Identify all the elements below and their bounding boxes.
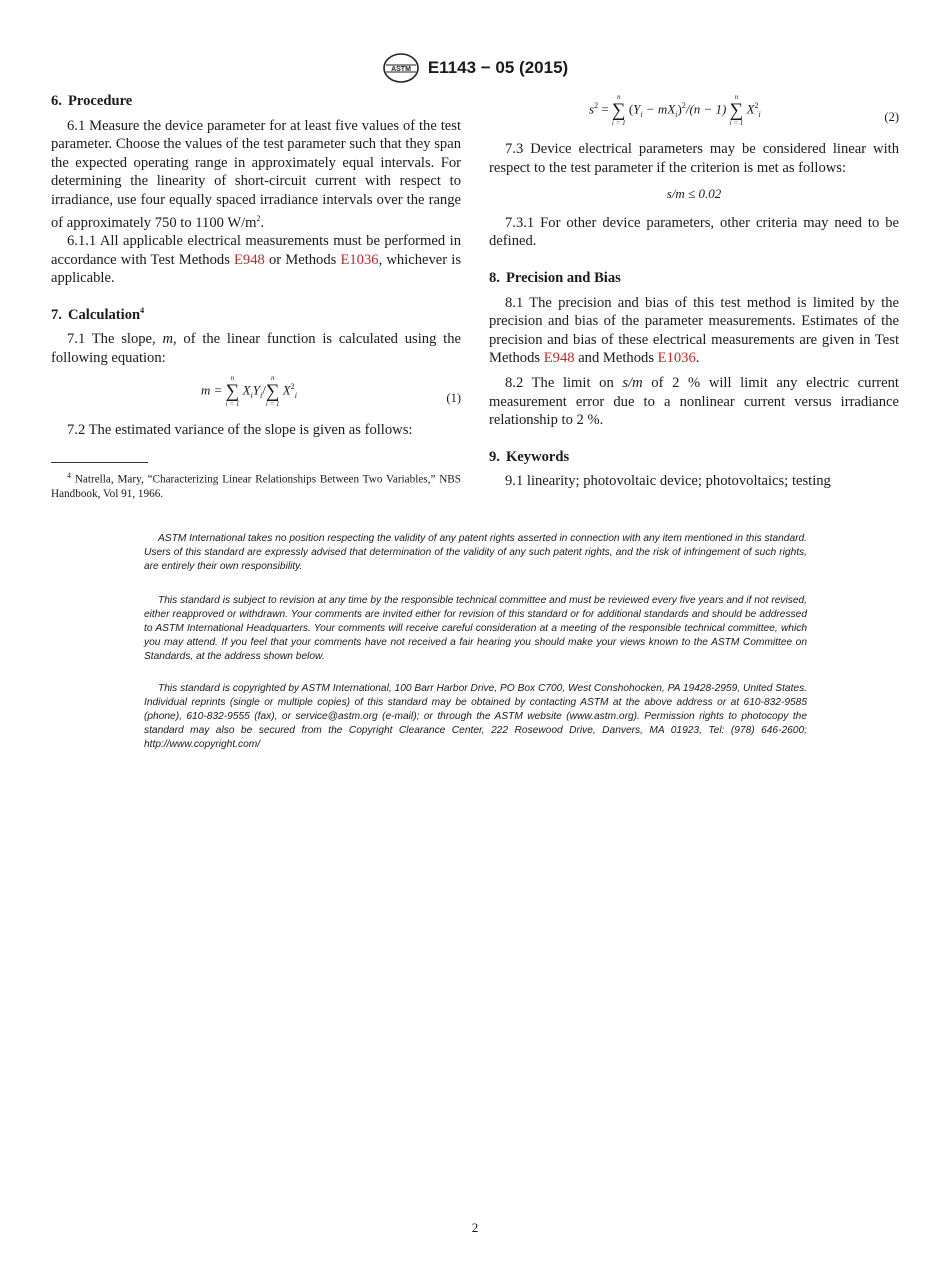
equation-2: $s^2$ = n ∑ i = 1 $(Y_i - mX_i)^2/(n - 1)$ n ∑ i = 1 $X^2_i$ (2) [589,93,899,127]
page-number: 2 [471,1220,479,1235]
paragraph-9-1: 9.1 linearity; photovoltaic device; photovoltaics; testing [505,473,831,490]
link-e948[interactable]: E948 [543,350,575,367]
revision-notice: This standard is subject to revision at any time by the responsible technical committee and must be reviewed every five years and if not revised, either reapproved or withdrawn. Your comments are invited either for revision of this standard or for additional standards and should be addressed to ASTM International Headquarters. Your comments will receive careful consideration at a meeting of the responsible technical committee, which you may attend. If you feel that your comments have not received a fair hearing you should make your views known to the ASTM Committee on Standards, at the address shown below. [144,595,807,662]
right-column [489,94,899,491]
criterion-formula: s/m ≤ 0.02 [666,186,722,202]
section-9-heading: 9. Keywords [489,448,570,465]
section-7-heading: 7. Calculation$^4$ [51,305,145,323]
paragraph-8-2: 8.2 The limit on s/m of 2 % will limit any electric current measurement error due to a nonlinear current versus irradiance relationship to 2 %. [489,374,899,429]
link-e1036[interactable]: E1036 [657,350,696,367]
left-column [51,92,461,501]
patent-notice: ASTM International takes no position respecting the validity of any patent rights asserted in connection with any item mentioned in this standard. Users of this standard are expressly advised that determination of the validity of any such patent rights, and the risk of infringement of such rights, are entirely their own responsibility. [144,533,807,572]
section-8-heading: 8. Precision and Bias [489,269,621,286]
paragraph-6-1-1: 6.1.1 All applicable electrical measurements must be performed in accordance with Test Methods E948 or Methods E1036, whichever is applicable. [51,233,461,287]
paragraph-6-1: 6.1 Measure the device parameter for at least five values of the test parameter. Choose the values of the test parameter such that they span the expected operating range in approximately equal intervals. For determining the linearity of short-circuit current with respect to irradiance, use four equally spaced irradiance intervals over the range of approximately 750 to 1100 $W/m^2$. [51,117,461,231]
equation-1: m = n ∑ i = 1 $X_iY_i/$ n ∑ i = 1 $X^2_i$ (1) [201,374,461,409]
paragraph-7-1: 7.1 The slope, m, of the linear function is calculated using the following equation: [51,331,461,366]
paragraph-8-1: 8.1 The precision and bias of this test method is limited by the precision and bias of the parameter measurements. Estimates of the precision and bias of these electrical measurements are given in Test Methods E948 and Methods E1036. [489,294,899,367]
equation-1-number: (1) [446,391,461,406]
astm-logo-icon [382,52,420,84]
paragraph-7-2: 7.2 The estimated variance of the slope is given as follows: [67,422,413,439]
copyright-notice: This standard is copyrighted by ASTM International, 100 Barr Harbor Drive, PO Box C700, West Conshohocken, PA 19428-2959, United States. Individual reprints (single or multiple copies) of this standard may be obtained by contacting ASTM at the above address or at 610-832-9585 (phone), 610-832-9555 (fax), or service@astm.org (e-mail); or through the ASTM website (www.astm.org). Permission rights to photocopy the standard may also be secured from the Copyright Clearance Center, 222 Rosewood Drive, Danvers, MA 01923, Tel: (978) 646-2600; http://www.copyright.com/ [144,683,807,750]
page-header [0,52,950,84]
section-6-heading: 6. Procedure [51,93,133,109]
paragraph-7-3: 7.3 Device electrical parameters may be considered linear with respect to the test parameter if the criterion is met as follows: [489,141,899,176]
link-e948[interactable]: E948 [234,251,265,268]
footnote-divider [51,462,148,463]
astm-logo-text: ASTM [390,66,411,73]
paragraph-7-3-1: 7.3.1 For other device parameters, other criteria may need to be defined. [489,214,899,250]
footnote-4: $^4$ Natrella, Mary, “Characterizing Linear Relationships Between Two Variables,” NBS Handbook, Vol 91, 1966. [51,471,461,500]
document-id: E1143 − 05 (2015) [427,58,569,77]
equation-2-number: (2) [884,110,899,124]
link-e1036[interactable]: E1036 [340,251,379,268]
